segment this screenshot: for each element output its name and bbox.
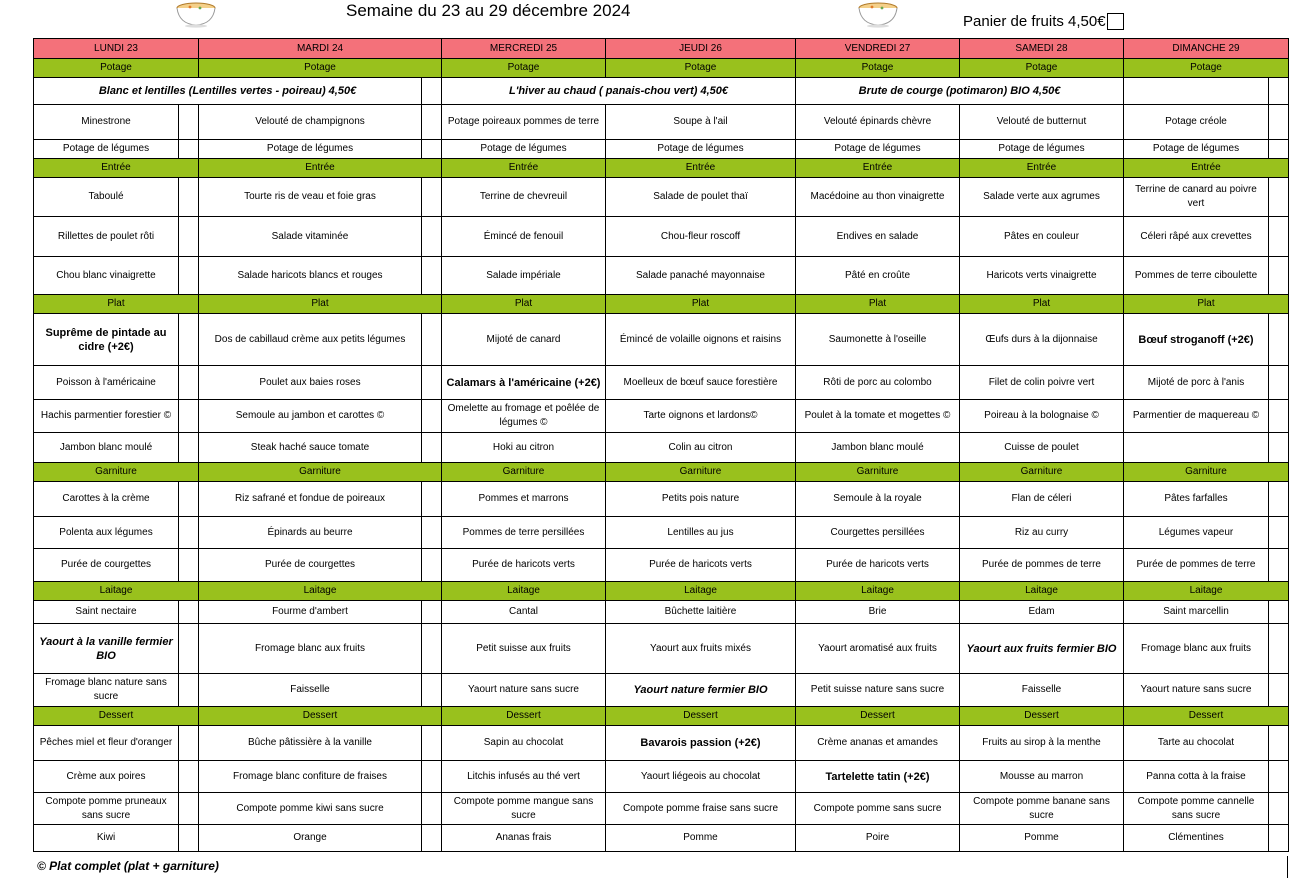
menu-item: Fromage blanc nature sans sucre <box>34 674 179 707</box>
category-label: Laitage <box>34 582 199 601</box>
menu-row <box>34 314 1289 366</box>
menu-item: Tourte ris de veau et foie gras <box>199 178 422 217</box>
menu-item: Potage poireaux pommes de terre <box>442 105 606 140</box>
menu-item: Pommes de terre persillées <box>442 517 606 549</box>
menu-item: Brie <box>796 601 960 624</box>
empty-cell <box>179 674 199 707</box>
special-soup-row <box>34 78 1289 105</box>
menu-item: Pâté en croûte <box>796 257 960 295</box>
category-label: Dessert <box>606 707 796 726</box>
menu-item: Bûchette laitière <box>606 601 796 624</box>
empty-cell <box>422 314 442 366</box>
category-row-entree <box>34 159 1289 178</box>
empty-cell <box>179 366 199 400</box>
menu-item: Kiwi <box>34 825 179 852</box>
category-label: Potage <box>796 59 960 78</box>
category-label: Entrée <box>442 159 606 178</box>
category-label: Potage <box>34 59 199 78</box>
empty-cell <box>179 624 199 674</box>
menu-item: Compote pomme kiwi sans sucre <box>199 793 422 825</box>
category-label: Dessert <box>960 707 1124 726</box>
menu-item: Courgettes persillées <box>796 517 960 549</box>
menu-item: Filet de colin poivre vert <box>960 366 1124 400</box>
menu-item: Potage de légumes <box>1124 140 1269 159</box>
menu-item: Fruits au sirop à la menthe <box>960 726 1124 761</box>
menu-item: Poulet aux baies roses <box>199 366 422 400</box>
empty-cell <box>422 78 442 105</box>
menu-item: Riz safrané et fondue de poireaux <box>199 482 422 517</box>
category-row-plat <box>34 295 1289 314</box>
menu-item: Yaourt nature sans sucre <box>442 674 606 707</box>
menu-item: Pommes de terre ciboulette <box>1124 257 1269 295</box>
menu-item: Velouté de butternut <box>960 105 1124 140</box>
menu-item: Pommes et marrons <box>442 482 606 517</box>
soup-bowl-icon <box>852 0 904 28</box>
menu-item: Œufs durs à la dijonnaise <box>960 314 1124 366</box>
menu-item: Edam <box>960 601 1124 624</box>
menu-item: Compote pomme sans sucre <box>796 793 960 825</box>
menu-item: Suprême de pintade au cidre (+2€) <box>34 314 179 366</box>
menu-item: Émincé de volaille oignons et raisins <box>606 314 796 366</box>
empty-cell <box>1269 674 1289 707</box>
menu-item: Purée de haricots verts <box>442 549 606 582</box>
empty-cell <box>422 517 442 549</box>
empty-cell <box>1269 761 1289 793</box>
menu-item: Faisselle <box>199 674 422 707</box>
category-label: Entrée <box>796 159 960 178</box>
menu-item: Hachis parmentier forestier © <box>34 400 179 433</box>
menu-item: Ananas frais <box>442 825 606 852</box>
menu-item: Yaourt nature fermier BIO <box>606 674 796 707</box>
menu-item: Compote pomme mangue sans sucre <box>442 793 606 825</box>
menu-item: Purée de courgettes <box>34 549 179 582</box>
category-label: Laitage <box>796 582 960 601</box>
menu-item: Salade haricots blancs et rouges <box>199 257 422 295</box>
menu-row <box>34 793 1289 825</box>
day-header: MARDI 24 <box>199 39 442 59</box>
category-row-potage <box>34 59 1289 78</box>
menu-item: Calamars à l'américaine (+2€) <box>442 366 606 400</box>
empty-cell <box>179 178 199 217</box>
empty-cell <box>179 482 199 517</box>
category-label: Entrée <box>199 159 442 178</box>
day-header: SAMEDI 28 <box>960 39 1124 59</box>
menu-item: Purée de pommes de terre <box>1124 549 1269 582</box>
empty-cell <box>422 178 442 217</box>
menu-item: Petit suisse aux fruits <box>442 624 606 674</box>
menu-item: Poire <box>796 825 960 852</box>
empty-cell <box>422 433 442 463</box>
menu-item: Tarte oignons et lardons© <box>606 400 796 433</box>
menu-item: Saint nectaire <box>34 601 179 624</box>
menu-row <box>34 400 1289 433</box>
menu-item: Poulet à la tomate et mogettes © <box>796 400 960 433</box>
empty-cell <box>1269 624 1289 674</box>
category-label: Laitage <box>606 582 796 601</box>
menu-item: Fromage blanc confiture de fraises <box>199 761 422 793</box>
day-header: JEUDI 26 <box>606 39 796 59</box>
menu-item: Steak haché sauce tomate <box>199 433 422 463</box>
category-label: Plat <box>199 295 442 314</box>
menu-item: Yaourt nature sans sucre <box>1124 674 1269 707</box>
menu-item: Cuisse de poulet <box>960 433 1124 463</box>
menu-item: Salade panaché mayonnaise <box>606 257 796 295</box>
empty-cell <box>179 793 199 825</box>
empty-cell <box>179 517 199 549</box>
menu-item: Faisselle <box>960 674 1124 707</box>
category-label: Plat <box>442 295 606 314</box>
empty-cell <box>422 825 442 852</box>
menu-item: Compote pomme banane sans sucre <box>960 793 1124 825</box>
empty-cell <box>422 761 442 793</box>
empty-cell <box>422 793 442 825</box>
empty-cell <box>1269 400 1289 433</box>
footer-note: © Plat complet (plat + garniture) <box>37 859 219 873</box>
menu-item: Potage de légumes <box>34 140 179 159</box>
menu-item: Pâtes farfalles <box>1124 482 1269 517</box>
fruit-basket-checkbox[interactable] <box>1107 13 1124 30</box>
menu-item: Sapin au chocolat <box>442 726 606 761</box>
menu-item: Dos de cabillaud crème aux petits légumes <box>199 314 422 366</box>
menu-row <box>34 140 1289 159</box>
menu-item: Purée de courgettes <box>199 549 422 582</box>
empty-cell <box>179 217 199 257</box>
menu-item: Semoule à la royale <box>796 482 960 517</box>
day-header: DIMANCHE 29 <box>1124 39 1289 59</box>
menu-item: Parmentier de maquereau © <box>1124 400 1269 433</box>
menu-item: Salade vitaminée <box>199 217 422 257</box>
empty-cell <box>422 601 442 624</box>
menu-item: Jambon blanc moulé <box>796 433 960 463</box>
fruit-basket-label: Panier de fruits 4,50€ <box>963 13 1106 30</box>
category-label: Laitage <box>442 582 606 601</box>
menu-item: Clémentines <box>1124 825 1269 852</box>
empty-cell <box>179 433 199 463</box>
special-soup: Brute de courge (potimaron) BIO 4,50€ <box>796 78 1124 105</box>
category-label: Plat <box>1124 295 1289 314</box>
menu-item: Terrine de chevreuil <box>442 178 606 217</box>
empty-cell <box>1269 78 1289 105</box>
category-label: Entrée <box>1124 159 1289 178</box>
category-label: Entrée <box>960 159 1124 178</box>
menu-item: Salade impériale <box>442 257 606 295</box>
menu-row <box>34 624 1289 674</box>
empty-cell <box>1269 314 1289 366</box>
menu-item: Chou-fleur roscoff <box>606 217 796 257</box>
empty-cell <box>1269 433 1289 463</box>
empty-cell <box>1269 105 1289 140</box>
empty-cell <box>422 366 442 400</box>
menu-row <box>34 105 1289 140</box>
special-soup: Blanc et lentilles (Lentilles vertes - poireau) 4,50€ <box>34 78 422 105</box>
empty-cell <box>1269 726 1289 761</box>
empty-cell <box>1269 140 1289 159</box>
empty-cell <box>422 482 442 517</box>
category-label: Plat <box>960 295 1124 314</box>
menu-item: Yaourt aux fruits fermier BIO <box>960 624 1124 674</box>
menu-item: Velouté épinards chèvre <box>796 105 960 140</box>
menu-item: Compote pomme cannelle sans sucre <box>1124 793 1269 825</box>
menu-item: Litchis infusés au thé vert <box>442 761 606 793</box>
menu-item: Yaourt à la vanille fermier BIO <box>34 624 179 674</box>
divider <box>1287 856 1288 878</box>
menu-item: Petits pois nature <box>606 482 796 517</box>
menu-item: Haricots verts vinaigrette <box>960 257 1124 295</box>
menu-item: Salade verte aux agrumes <box>960 178 1124 217</box>
menu-item: Lentilles au jus <box>606 517 796 549</box>
category-label: Garniture <box>606 463 796 482</box>
category-label: Potage <box>960 59 1124 78</box>
menu-row <box>34 257 1289 295</box>
category-label: Plat <box>796 295 960 314</box>
day-header: LUNDI 23 <box>34 39 199 59</box>
day-header: VENDREDI 27 <box>796 39 960 59</box>
menu-item: Polenta aux légumes <box>34 517 179 549</box>
empty-cell <box>1269 257 1289 295</box>
empty-cell <box>1269 601 1289 624</box>
category-label: Garniture <box>199 463 442 482</box>
menu-row <box>34 761 1289 793</box>
menu-item: Compote pomme fraise sans sucre <box>606 793 796 825</box>
category-label: Plat <box>34 295 199 314</box>
menu-item: Purée de haricots verts <box>606 549 796 582</box>
category-row-garniture <box>34 463 1289 482</box>
menu-item: Endives en salade <box>796 217 960 257</box>
menu-item: Panna cotta à la fraise <box>1124 761 1269 793</box>
menu-item: Crème ananas et amandes <box>796 726 960 761</box>
empty-cell <box>179 761 199 793</box>
menu-item: Céleri râpé aux crevettes <box>1124 217 1269 257</box>
menu-item: Cantal <box>442 601 606 624</box>
empty-cell <box>422 549 442 582</box>
category-label: Entrée <box>34 159 199 178</box>
empty-cell <box>179 105 199 140</box>
empty-cell <box>179 601 199 624</box>
day-header: MERCREDI 25 <box>442 39 606 59</box>
empty-cell <box>1269 482 1289 517</box>
empty-cell <box>179 726 199 761</box>
soup-bowl-icon <box>170 0 222 28</box>
empty-cell <box>179 314 199 366</box>
menu-item: Macédoine au thon vinaigrette <box>796 178 960 217</box>
menu-item: Yaourt aromatisé aux fruits <box>796 624 960 674</box>
menu-item: Fromage blanc aux fruits <box>199 624 422 674</box>
menu-row <box>34 601 1289 624</box>
menu-item: Yaourt liégeois au chocolat <box>606 761 796 793</box>
menu-item: Saint marcellin <box>1124 601 1269 624</box>
page-title: Semaine du 23 au 29 décembre 2024 <box>346 1 631 20</box>
menu-item: Crème aux poires <box>34 761 179 793</box>
empty-cell <box>1269 517 1289 549</box>
empty-cell <box>422 257 442 295</box>
menu-row <box>34 549 1289 582</box>
special-soup: L'hiver au chaud ( panais-chou vert) 4,50€ <box>442 78 796 105</box>
menu-item: Moelleux de bœuf sauce forestière <box>606 366 796 400</box>
menu-item: Pomme <box>606 825 796 852</box>
menu-item: Yaourt aux fruits mixés <box>606 624 796 674</box>
empty-cell <box>1269 825 1289 852</box>
menu-item: Tarte au chocolat <box>1124 726 1269 761</box>
menu-item: Compote pomme pruneaux sans sucre <box>34 793 179 825</box>
menu-item: Soupe à l'ail <box>606 105 796 140</box>
category-label: Garniture <box>796 463 960 482</box>
menu-item: Potage de légumes <box>199 140 422 159</box>
empty-cell <box>422 726 442 761</box>
menu-item: Potage de légumes <box>606 140 796 159</box>
empty-cell <box>1124 78 1269 105</box>
menu-item: Saumonette à l'oseille <box>796 314 960 366</box>
menu-item: Pêches miel et fleur d'oranger <box>34 726 179 761</box>
category-label: Laitage <box>199 582 442 601</box>
category-label: Garniture <box>960 463 1124 482</box>
empty-cell <box>1269 793 1289 825</box>
fruit-basket-offer <box>963 13 1124 30</box>
menu-item: Hoki au citron <box>442 433 606 463</box>
menu-item: Salade de poulet thaï <box>606 178 796 217</box>
menu-item: Potage créole <box>1124 105 1269 140</box>
menu-item: Carottes à la crème <box>34 482 179 517</box>
menu-item: Mijoté de canard <box>442 314 606 366</box>
menu-item: Minestrone <box>34 105 179 140</box>
empty-cell <box>422 140 442 159</box>
menu-row <box>34 433 1289 463</box>
category-label: Plat <box>606 295 796 314</box>
weekly-menu-table <box>33 38 1289 852</box>
empty-cell <box>422 624 442 674</box>
menu-row <box>34 674 1289 707</box>
empty-cell <box>179 825 199 852</box>
menu-row <box>34 366 1289 400</box>
menu-item: Mijoté de porc à l'anis <box>1124 366 1269 400</box>
menu-item: Omelette au fromage et poêlée de légumes © <box>442 400 606 433</box>
category-label: Garniture <box>34 463 199 482</box>
category-label: Dessert <box>442 707 606 726</box>
menu-item: Potage de légumes <box>796 140 960 159</box>
empty-cell <box>422 400 442 433</box>
empty-cell <box>179 257 199 295</box>
menu-item: Taboulé <box>34 178 179 217</box>
menu-row <box>34 482 1289 517</box>
category-label: Laitage <box>960 582 1124 601</box>
menu-item: Bûche pâtissière à la vanille <box>199 726 422 761</box>
menu-item: Bœuf stroganoff (+2€) <box>1124 314 1269 366</box>
empty-cell <box>1269 366 1289 400</box>
menu-item: Chou blanc vinaigrette <box>34 257 179 295</box>
category-label: Potage <box>606 59 796 78</box>
menu-row <box>34 726 1289 761</box>
empty-cell <box>179 140 199 159</box>
category-row-dessert <box>34 707 1289 726</box>
category-label: Potage <box>199 59 442 78</box>
category-label: Potage <box>1124 59 1289 78</box>
menu-item: Colin au citron <box>606 433 796 463</box>
empty-cell <box>422 674 442 707</box>
menu-item: Légumes vapeur <box>1124 517 1269 549</box>
category-label: Entrée <box>606 159 796 178</box>
menu-item: Petit suisse nature sans sucre <box>796 674 960 707</box>
menu-item: Potage de légumes <box>442 140 606 159</box>
menu-item <box>1124 433 1269 463</box>
menu-row <box>34 517 1289 549</box>
category-label: Laitage <box>1124 582 1289 601</box>
category-label: Dessert <box>34 707 199 726</box>
menu-item: Semoule au jambon et carottes © <box>199 400 422 433</box>
menu-item: Poisson à l'américaine <box>34 366 179 400</box>
menu-item: Purée de pommes de terre <box>960 549 1124 582</box>
day-header-row <box>34 39 1289 59</box>
empty-cell <box>1269 549 1289 582</box>
menu-row <box>34 217 1289 257</box>
category-label: Potage <box>442 59 606 78</box>
category-label: Dessert <box>796 707 960 726</box>
menu-item: Flan de céleri <box>960 482 1124 517</box>
menu-item: Purée de haricots verts <box>796 549 960 582</box>
category-label: Garniture <box>442 463 606 482</box>
menu-item: Terrine de canard au poivre vert <box>1124 178 1269 217</box>
menu-item: Pâtes en couleur <box>960 217 1124 257</box>
menu-item: Riz au curry <box>960 517 1124 549</box>
empty-cell <box>179 400 199 433</box>
menu-item: Mousse au marron <box>960 761 1124 793</box>
menu-item: Fourme d'ambert <box>199 601 422 624</box>
menu-item: Bavarois passion (+2€) <box>606 726 796 761</box>
category-row-laitage <box>34 582 1289 601</box>
menu-item: Jambon blanc moulé <box>34 433 179 463</box>
menu-item: Tartelette tatin (+2€) <box>796 761 960 793</box>
category-label: Dessert <box>1124 707 1289 726</box>
menu-item: Orange <box>199 825 422 852</box>
menu-item: Rillettes de poulet rôti <box>34 217 179 257</box>
menu-item: Épinards au beurre <box>199 517 422 549</box>
menu-item: Rôti de porc au colombo <box>796 366 960 400</box>
menu-item: Potage de légumes <box>960 140 1124 159</box>
menu-item: Émincé de fenouil <box>442 217 606 257</box>
empty-cell <box>1269 217 1289 257</box>
menu-item: Fromage blanc aux fruits <box>1124 624 1269 674</box>
menu-row <box>34 825 1289 852</box>
empty-cell <box>1269 178 1289 217</box>
category-label: Garniture <box>1124 463 1289 482</box>
menu-item: Velouté de champignons <box>199 105 422 140</box>
empty-cell <box>422 217 442 257</box>
empty-cell <box>179 549 199 582</box>
empty-cell <box>422 105 442 140</box>
menu-item: Pomme <box>960 825 1124 852</box>
category-label: Dessert <box>199 707 442 726</box>
menu-item: Poireau à la bolognaise © <box>960 400 1124 433</box>
menu-row <box>34 178 1289 217</box>
